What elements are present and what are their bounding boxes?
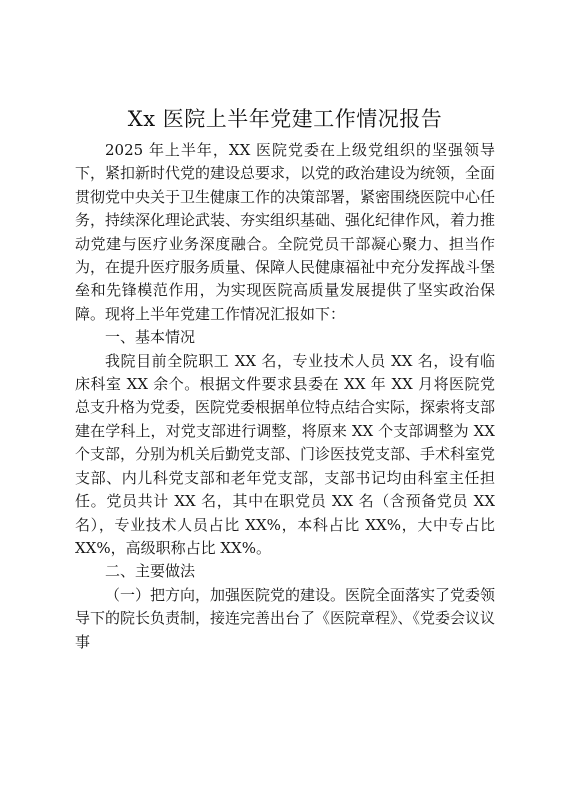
section-heading-main-practices: 二、主要做法 [105,562,196,581]
intro-paragraph: 2025 年上半年，XX 医院党委在上级党组织的坚强领导下，紧扣新时代党的建设总要求，以党的政治建设为统领，全面贯彻党中央关于卫生健康工作的决策部署，紧密围绕医院中心任务，持续深化理论武装、夯实组织基础、强化纪律作风，着力推动党建与医疗业务深度融合。全院党员干部凝心聚力、担当作为，在提升医疗服务质量、保障人民健康福祉中充分发挥战斗堡垒和先锋模范作用，为实现医院高质量发展提供了坚实政治保障。现将上半年党建工作情况汇报如下： [75,141,496,323]
document-body [75,139,495,654]
basic-situation-paragraph: 我院目前全院职工 XX 名，专业技术人员 XX 名，设有临床科室 XX 余个。根据文件要求县委在 XX 年 XX 月将医院党总支升格为党委，医院党委根据单位特点结合实际，探索将支部建在学科上，对党支部进行调整，将原来 XX 个支部调整为 XX 个支部，分别为机关后勤党支部、门诊医技党支部、手术科室党支部、内儿科党支部和老年党支部，支部书记均由科室主任担任。党员共计 XX 名，其中在职党员 XX 名（含预备党员 XX 名），专业技术人员占比 XX%，本科占比 XX%，大中专占比 XX%，高级职称占比 XX%。 [75,351,496,557]
document-title: Xx 医院上半年党建工作情况报告 [127,107,443,131]
main-practices-paragraph: （一）把方向，加强医院党的建设。医院全面落实了党委领导下的院长负责制，接连完善出台了《医院章程》、《党委会议议事 [75,585,496,651]
section-heading-basic-situation: 一、基本情况 [105,328,196,347]
